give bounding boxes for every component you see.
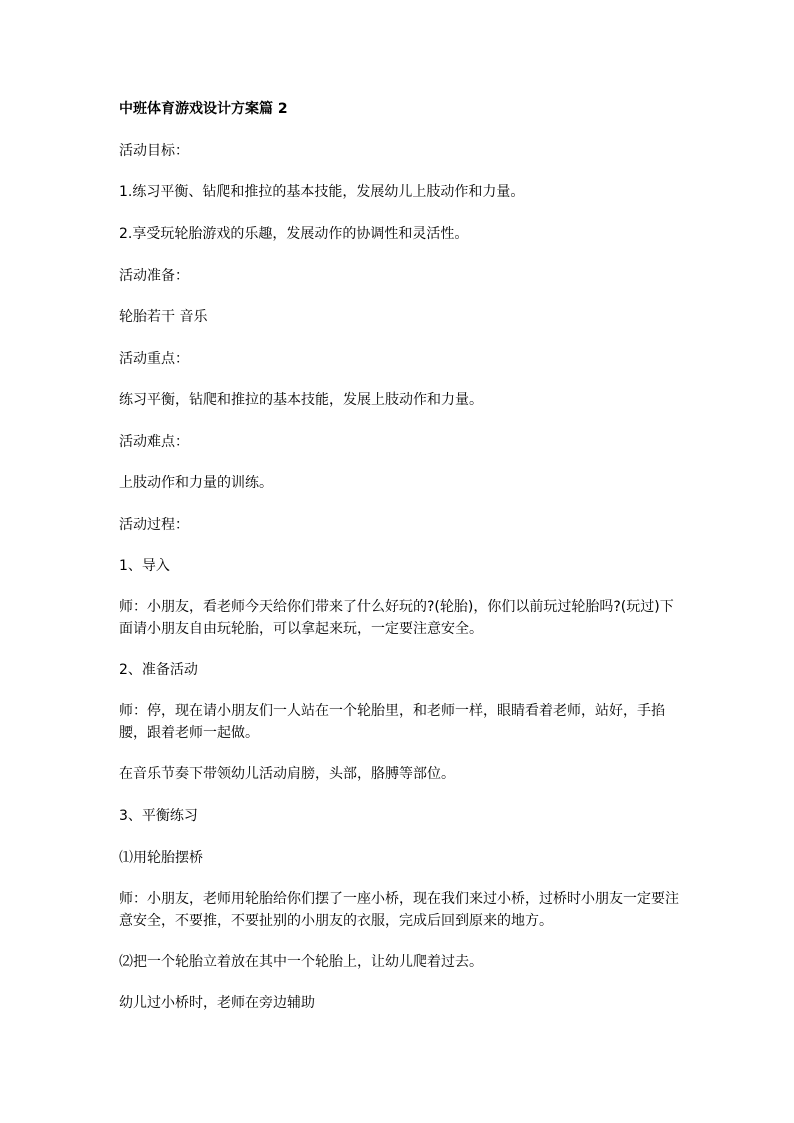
sub-step-2-text: ⑵把一个轮胎立着放在其中一个轮胎上，让幼儿爬着过去。 <box>119 954 483 970</box>
focus-text: 练习平衡，钻爬和推拉的基本技能，发展上肢动作和力量。 <box>119 392 483 408</box>
document-title: 中班体育游戏设计方案篇 2 <box>119 101 288 117</box>
step-heading-1: 1、导入 <box>119 558 170 574</box>
section-heading-focus: 活动重点： <box>119 351 189 367</box>
sub-step-1-text: 师：小朋友，老师用轮胎给你们摆了一座小桥，现在我们来过小桥，过桥时小朋友一定要注意安全，不要推，不要扯别的小朋友的衣服，完成后回到原来的地方。 <box>119 891 679 929</box>
step-heading-3: 3、平衡练习 <box>119 808 198 824</box>
difficulty-text: 上肢动作和力量的训练。 <box>119 475 273 491</box>
step-2-music-text: 在音乐节奏下带领幼儿活动肩膀，头部，胳膊等部位。 <box>119 766 455 782</box>
sub-step-1-heading: ⑴用轮胎摆桥 <box>119 850 203 866</box>
preparation-text: 轮胎若干 音乐 <box>119 309 208 325</box>
step-heading-2: 2、准备活动 <box>119 662 198 678</box>
section-heading-process: 活动过程： <box>119 517 189 533</box>
section-heading-preparation: 活动准备： <box>119 268 189 284</box>
step-2-text: 师：停，现在请小朋友们一人站在一个轮胎里，和老师一样，眼睛看着老师，站好，手掐腰，跟着老师一起做。 <box>119 703 665 741</box>
step-1-text: 师：小朋友，看老师今天给你们带来了什么好玩的?(轮胎)，你们以前玩过轮胎吗?(玩过)下面请小朋友自由玩轮胎，可以拿起来玩，一定要注意安全。 <box>119 599 674 637</box>
section-heading-difficulty: 活动难点： <box>119 434 189 450</box>
goal-item-2: 2.享受玩轮胎游戏的乐趣，发展动作的协调性和灵活性。 <box>119 226 469 242</box>
section-heading-goals: 活动目标： <box>119 143 189 159</box>
assist-text: 幼儿过小桥时，老师在旁边辅助 <box>119 995 315 1011</box>
goal-item-1: 1.练习平衡、钻爬和推拉的基本技能，发展幼儿上肢动作和力量。 <box>119 184 525 200</box>
